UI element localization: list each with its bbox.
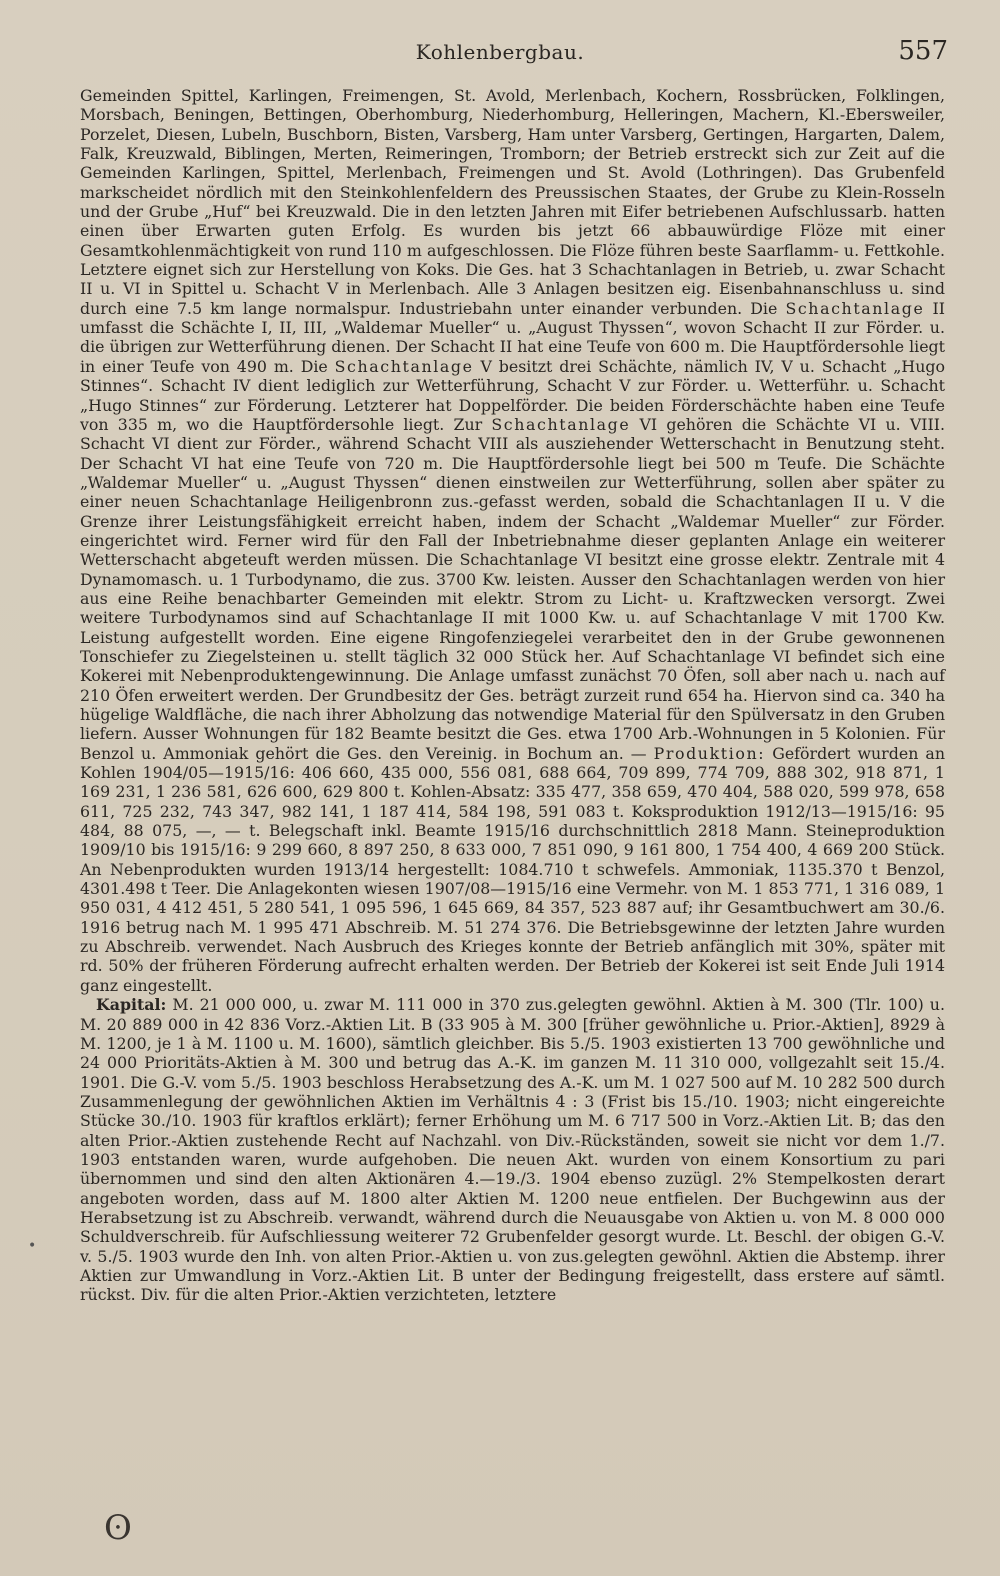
paragraph-company-description — [80, 86, 945, 995]
paragraph-kapital — [80, 995, 945, 1305]
text-run: Gefördert wurden an Kohlen 1904/05—1915/16: 406 660, 435 000, 556 081, 688 664, 709 899, 774 709, 888 302, 918 871, 1 169 231, 1 236 581, 626 600, 629 800 t. Kohlen-Absatz: 335 477, 358 659, 470 404, 588 020, 599 978, 658 611, 725 232, 743 347, 982 141, 1 187 414, 584 198, 591 083 t. Koksproduktion 1912/13—1915/16: 95 484, 88 075, —, — t. Belegschaft inkl. Beamte 1915/16 durchschnittlich 2818 Mann. Steineproduktion 1909/10 bis 1915/16: 9 299 660, 8 897 250, 8 633 000, 7 851 090, 9 161 800, 1 754 400, 4 669 200 Stück. An Nebenprodukten wurden 1913/14 hergestellt: 1084.710 t schwefels. Ammoniak, 1135.370 t Benzol, 4301.498 t Teer. Die Anlagekonten wiesen 1907/08—1915/16 eine Vermehr. von M. 1 853 771, 1 316 089, 1 950 031, 4 412 451, 5 280 541, 1 095 596, 1 645 669, 84 357, 523 887 auf; ihr Gesamtbuchwert am 30./6. 1916 betrug nach M. 1 995 471 Abschreib. M. 51 274 376. Die Betriebsgewinne der letzten Jahre wurden zu Abschreib. verwendet. Nach Ausbruch des Krieges konnte der Betrieb anfänglich mit 30%, später mit rd. 50% der früheren Förderung aufrecht erhalten werden. Der Betrieb der Kokerei ist seit Ende Juli 1914 ganz eingestellt. — [80, 743, 945, 995]
spaced-term: Schachtanlage — [334, 356, 474, 376]
margin-dot: • — [28, 1238, 37, 1254]
ink-mark: ʘ — [104, 1508, 132, 1548]
text-run: II umfasst die Schächte I, II, III, „Waldemar Mueller“ u. „August Thyssen“, wovon Schacht II zur Förder. u. die übrigen zur Wetterführung dienen. Der Schacht II hat eine Teufe von 600 m. Die Hauptfördersohle liegt in einer Teufe von 490 m. Die — [80, 298, 946, 376]
text-run: V besitzt drei Schächte, nämlich IV, V u. Schacht „Hugo Stinnes“. Schacht IV dient lediglich zur Wetterführung, Schacht V zur Förder. u. Wetterführ. u. Schacht „Hugo Stinnes“ zur Förderung. Letzterer hat Doppelförder. Die beiden Förderschächte haben eine Teufe von 335 m, wo die Hauptfördersohle liegt. Zur — [80, 356, 945, 434]
section-label-kapital: Kapital: — [96, 995, 167, 1015]
page-number: 557 — [898, 36, 948, 66]
running-header — [0, 36, 1000, 74]
body-text — [80, 86, 945, 1305]
spaced-term: Produktion: — [653, 743, 766, 763]
text-run: M. 21 000 000, u. zwar M. 111 000 in 370 zus.gelegten gewöhnl. Aktien à M. 300 (Tlr. 100) u. M. 20 889 000 in 42 836 Vorz.-Aktien Lit. B (33 905 à M. 300 [früher gewöhnliche u. Prior.-Aktien], 8929 à M. 1200, je 1 à M. 1100 u. M. 1600), sämtlich gleichber. Bis 5./5. 1903 existierten 13 700 gewöhnliche und 24 000 Prioritäts-Aktien à M. 300 und betrug das A.-K. im ganzen M. 11 310 000, vollgezahlt seit 15./4. 1901. Die G.-V. vom 5./5. 1903 beschloss Herabsetzung des A.-K. um M. 1 027 500 auf M. 10 282 500 durch Zusammenlegung der gewöhnlichen Aktien im Verhältnis 4 : 3 (Frist bis 15./10. 1903; nicht eingereichte Stücke 30./10. 1903 für kraftlos erklärt); ferner Erhöhung um M. 6 717 500 in Vorz.-Aktien Lit. B; das den alten Prior.-Aktien zustehende Recht auf Nachzahl. von Div.-Rückständen, soweit sie nicht vor dem 1./7. 1903 entstanden waren, wurde aufgehoben. Die neuen Akt. wurden von einem Konsortium zu pari übernommen und sind den alten Aktionären 4.—19./3. 1904 ebenso zuzügl. 2% Stempelkosten derart angeboten worden, dass auf M. 1800 alter Aktien M. 1200 neue entfielen. Der Buchgewinn aus der Herabsetzung ist zu Abschreib. verwandt, während durch die Neuausgabe von Aktien u. von M. 8 000 000 Schuldverschreib. für Aufschliessung weiterer 72 Grubenfelder gesorgt wurde. Lt. Beschl. der obigen G.-V. v. 5./5. 1903 wurde den Inh. von alten Prior.-Aktien u. von zus.gelegten gewöhnl. Aktien die Abstemp. ihrer Aktien zur Umwandlung in Vorz.-Aktien Lit. B unter der Bedingung freigestellt, dass erstere auf sämtl. rückst. Div. für die alten Prior.-Aktien verzichteten, letztere — [80, 995, 945, 1305]
spaced-term: Schachtanlage — [785, 298, 925, 318]
text-run: VI gehören die Schächte VI u. VIII. Schacht VI dient zur Förder., während Schacht VIII als ausziehender Wetterschacht in Benutzung steht. Der Schacht VI hat eine Teufe von 720 m. Die Hauptfördersohle liegt bei 500 m Teufe. Die Schächte „Waldemar Mueller“ u. „August Thyssen“ dienen einstweilen zur Wetterführung, sollen aber später zu einer neuen Schachtanlage Heiligenbronn zus.-gefasst werden, sobald die Schachtanlagen II u. V die Grenze ihrer Leistungsfähigkeit erreicht haben, indem der Schacht „Waldemar Mueller“ zur Förder. eingerichtet wird. Ferner wird für den Fall der Inbetriebnahme dieser geplanten Anlage ein weiterer Wetterschacht abgeteuft werden müssen. Die Schachtanlage VI besitzt eine grosse elektr. Zentrale mit 4 Dynamomasch. u. 1 Turbodynamo, die zus. 3700 Kw. leisten. Ausser den Schachtanlagen werden von hier aus eine Reihe benachbarter Gemeinden mit elektr. Strom zu Licht- u. Kraftzwecken versorgt. Zwei weitere Turbodynamos sind auf Schachtanlage II mit 1000 Kw. u. auf Schachtanlage V mit 1700 Kw. Leistung aufgestellt worden. Eine eigene Ringofenziegelei verarbeitet den in der Grube gewonnenen Tonschiefer zu Ziegelsteinen u. stellt täglich 32 000 Stück her. Auf Schachtanlage VI befindet sich eine Kokerei mit Nebenproduktengewinnung. Die Anlage umfasst zunächst 70 Öfen, soll aber nach u. nach auf 210 Öfen erweitert werden. Der Grundbesitz der Ges. beträgt zurzeit rund 654 ha. Hiervon sind ca. 340 ha hügelige Waldfläche, die nach ihrer Abholzung das notwendige Material für den Spülversatz in den Gruben liefern. Ausser Wohnungen für 182 Beamte besitzt die Ges. etwa 1700 Arb.-Wohnungen in 5 Kolonien. Für Benzol u. Ammoniak gehört die Ges. den Vereinig. in Bochum an. — — [80, 414, 945, 763]
running-title: Kohlenbergbau. — [415, 40, 585, 64]
spaced-term: Schachtanlage — [491, 414, 631, 434]
text-run: Gemeinden Spittel, Karlingen, Freimengen, St. Avold, Merlenbach, Kochern, Rossbrücken, Folklingen, Morsbach, Beningen, Bettingen, Oberhomburg, Niederhomburg, Helleringen, Machern, Kl.-Ebersweiler, Porzelet, Diesen, Lubeln, Buschborn, Bisten, Varsberg, Ham unter Varsberg, Gertingen, Hargarten, Dalem, Falk, Kreuzwald, Biblingen, Merten, Reimeringen, Tromborn; der Betrieb erstreckt sich zur Zeit auf die Gemeinden Karlingen, Spittel, Merlenbach, Freimengen und St. Avold (Lothringen). Das Grubenfeld markscheidet nördlich mit den Steinkohlenfeldern des Preussischen Staates, der Grube zu Klein-Rosseln und der Grube „Huf“ bei Kreuzwald. Die in den letzten Jahren mit Eifer betriebenen Aufschlussarb. hatten einen über Erwarten guten Erfolg. Es wurden bis jetzt 66 abbauwürdige Flöze mit einer Gesamtkohlenmächtigkeit von rund 110 m aufgeschlossen. Die Flöze führen beste Saarflamm- u. Fettkohle. Letztere eignet sich zur Herstellung von Koks. Die Ges. hat 3 Schachtanlagen in Betrieb, u. zwar Schacht II u. VI in Spittel u. Schacht V in Merlenbach. Alle 3 Anlagen besitzen eig. Eisenbahnanschluss u. sind durch eine 7.5 km lange normalspur. Industriebahn unter einander verbunden. Die — [80, 86, 945, 318]
